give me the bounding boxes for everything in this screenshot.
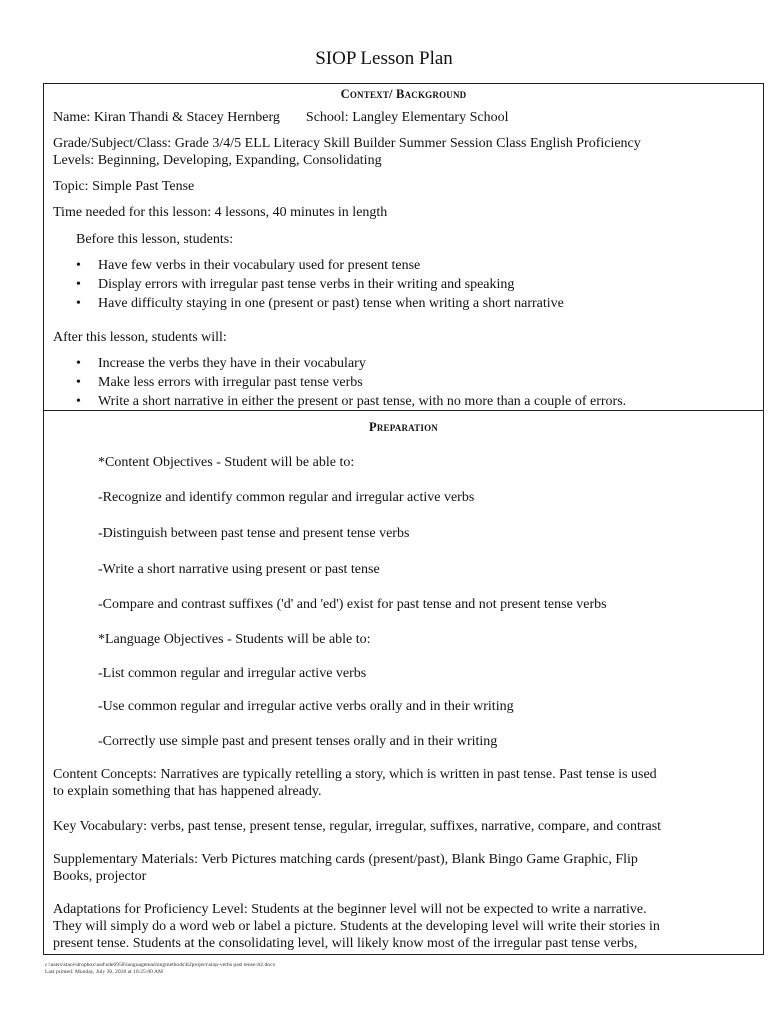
section-heading-context: Context/ Background bbox=[340, 87, 467, 101]
objective-item: -Recognize and identify common regular and irregular active verbs bbox=[98, 490, 475, 505]
supplementary-line-1: Supplementary Materials: Verb Pictures matching cards (present/past), Blank Bingo Game Graphic, Flip bbox=[53, 852, 638, 867]
supplementary-line-2: Books, projector bbox=[53, 869, 147, 884]
content-concepts-line-2: to explain something that has happened already. bbox=[53, 784, 322, 799]
list-item: • Make less errors with irregular past tense verbs bbox=[76, 374, 755, 391]
list-item: • Have few verbs in their vocabulary used for present tense bbox=[76, 257, 755, 274]
grade-line-1: Grade/Subject/Class: Grade 3/4/5 ELL Literacy Skill Builder Summer Session Class English Proficiency bbox=[53, 136, 641, 151]
objective-item: -Write a short narrative using present or past tense bbox=[98, 562, 380, 577]
content-objectives-heading: *Content Objectives - Student will be able to: bbox=[98, 455, 355, 470]
list-item: • Have difficulty staying in one (present or past) tense when writing a short narrative bbox=[76, 295, 755, 312]
content-concepts-line-1: Content Concepts: Narratives are typically retelling a story, which is written in past tense. Past tense is used bbox=[53, 767, 657, 782]
grade-line-2: Levels: Beginning, Developing, Expanding, Consolidating bbox=[53, 153, 382, 168]
document-footer bbox=[45, 962, 275, 976]
section-heading-preparation: Preparation bbox=[368, 420, 438, 434]
objective-item: -Distinguish between past tense and present tense verbs bbox=[98, 526, 410, 541]
objective-item: -Use common regular and irregular active verbs orally and in their writing bbox=[98, 699, 514, 714]
key-vocabulary: Key Vocabulary: verbs, past tense, present tense, regular, irregular, suffixes, narrative, compare, and contrast bbox=[53, 819, 662, 834]
objective-item: -List common regular and irregular active verbs bbox=[98, 666, 367, 681]
list-item: • Increase the verbs they have in their vocabulary bbox=[76, 355, 755, 372]
adaptations-line-3: present tense. Students at the consolidating level, will likely know most of the irregular past tense verbs, bbox=[53, 936, 638, 951]
file-path: c:\users\stace\dropbox\usd\sde6958\languageteachingmethods\lt2project\siop-verbs past tense-lt2.docx bbox=[45, 962, 276, 968]
adaptations-line-1: Adaptations for Proficiency Level: Students at the beginner level will not be expected to write a narrative. bbox=[53, 902, 647, 917]
school: School: Langley Elementary School bbox=[305, 110, 509, 125]
names: Name: Kiran Thandi & Stacey Hernberg bbox=[53, 110, 280, 125]
last-printed: Last printed: Monday, July 30, 2018 at 10:25:00 AM bbox=[45, 969, 164, 975]
list-item: • Write a short narrative in either the present or past tense, with no more than a couple of errors. bbox=[76, 393, 755, 410]
topic-line: Topic: Simple Past Tense bbox=[53, 179, 195, 194]
language-objectives-heading: *Language Objectives - Students will be able to: bbox=[98, 632, 371, 647]
time-line: Time needed for this lesson: 4 lessons, 40 minutes in length bbox=[53, 205, 388, 220]
page-title: SIOP Lesson Plan bbox=[315, 48, 453, 69]
adaptations-line-2: They will simply do a word web or label a picture. Students at the developing level will write their stories in bbox=[53, 919, 660, 934]
after-heading: After this lesson, students will: bbox=[53, 330, 227, 345]
list-item: • Display errors with irregular past tense verbs in their writing and speaking bbox=[76, 276, 755, 293]
preparation-section bbox=[43, 410, 764, 955]
name-school-line bbox=[53, 109, 755, 126]
objective-item: -Correctly use simple past and present tenses orally and in their writing bbox=[98, 734, 498, 749]
before-heading: Before this lesson, students: bbox=[76, 232, 234, 247]
context-background-section bbox=[43, 83, 764, 411]
objective-item: -Compare and contrast suffixes ('d' and 'ed') exist for past tense and not present tense verbs bbox=[98, 597, 607, 612]
